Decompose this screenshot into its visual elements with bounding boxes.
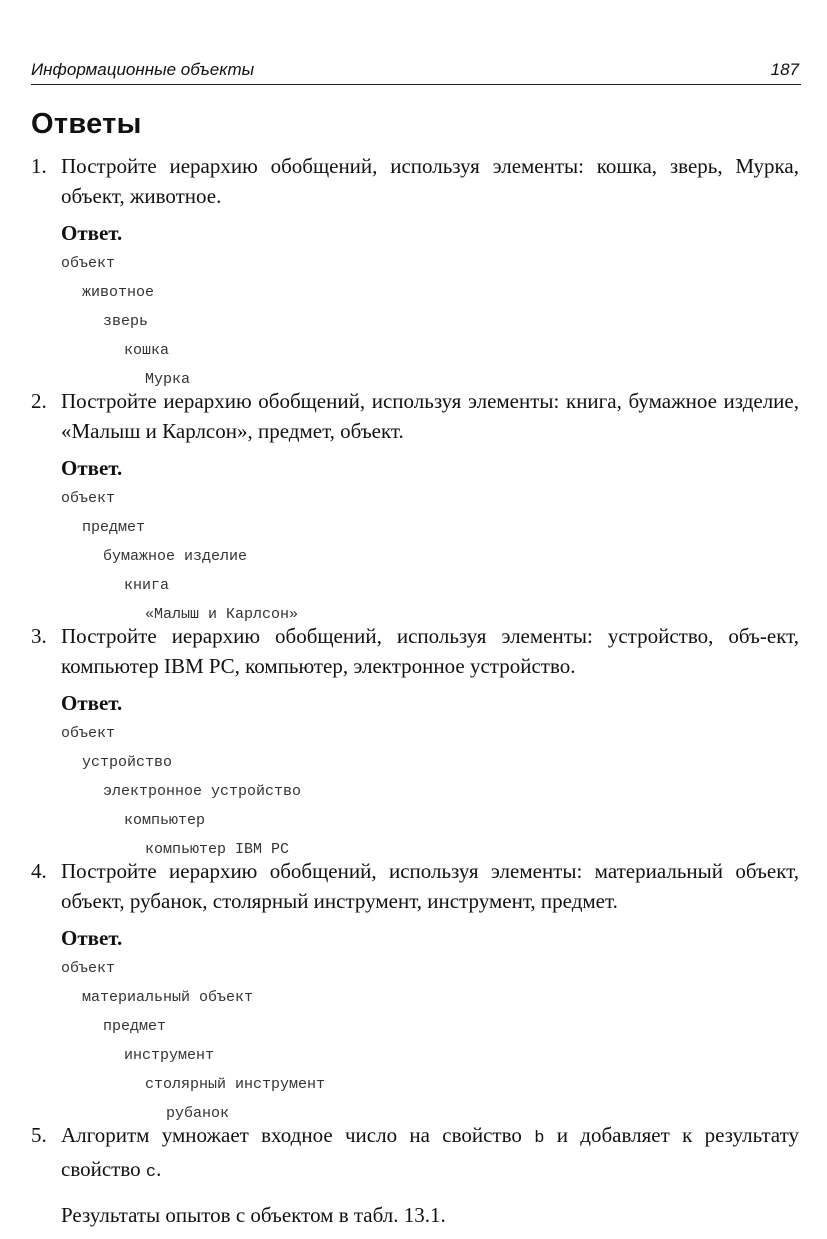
code-property-b: b (534, 1129, 545, 1148)
running-header (31, 58, 801, 85)
question-body: Постройте иерархию обобщений, используя элементы: материальный объект, объект, рубанок, столярный инструмент, инструмент, предмет. (61, 859, 799, 913)
question-body (61, 1120, 799, 1188)
hierarchy-level-4: Мурка (145, 371, 191, 388)
question-text (31, 856, 799, 916)
text-segment: Алгоритм умножает входное число на свойство (61, 1123, 535, 1147)
question-text (31, 386, 799, 446)
hierarchy-level-4: «Малыш и Карлсон» (145, 606, 299, 623)
text-segment: и добавляет к результату свойство (61, 1123, 799, 1181)
hierarchy-level-2: электронное устройство (103, 783, 302, 800)
hierarchy-level-3: кошка (124, 342, 170, 359)
question-body: Постройте иерархию обобщений, используя элементы: кошка, зверь, Мурка, объект, животное. (61, 154, 799, 208)
hierarchy-level-1: устройство (82, 754, 173, 771)
question-2 (31, 386, 799, 629)
hierarchy-level-4: столярный инструмент (145, 1076, 326, 1093)
question-number: 2. (31, 389, 47, 413)
hierarchy-level-2: предмет (103, 1018, 167, 1035)
question-text (31, 1120, 799, 1188)
hierarchy-level-0: объект (61, 960, 116, 977)
code-property-c: c (145, 1163, 157, 1182)
question-body: Постройте иерархию обобщений, используя элементы: книга, бумажное изделие, «Малыш и Карлсон», предмет, объект. (61, 389, 799, 443)
answer-label: Ответ. (61, 456, 123, 480)
hierarchy-level-2: зверь (103, 313, 149, 330)
question-text (31, 621, 799, 681)
question-text (31, 151, 799, 211)
question-body: Постройте иерархию обобщений, используя элементы: устройство, объ-ект, компьютер IBM PC, компьютер, электронное устройство. (61, 624, 799, 678)
hierarchy-level-3: инструмент (124, 1047, 215, 1064)
question-number: 3. (31, 624, 47, 648)
question-number: 1. (31, 154, 47, 178)
text-segment: . (156, 1157, 162, 1181)
hierarchy-level-3: компьютер (124, 812, 206, 829)
answer-label: Ответ. (61, 221, 123, 245)
hierarchy-level-1: материальный объект (82, 989, 254, 1006)
question-1 (31, 151, 799, 394)
hierarchy-level-2: бумажное изделие (103, 548, 248, 565)
answer-label: Ответ. (61, 691, 123, 715)
hierarchy-level-1: животное (82, 284, 155, 301)
hierarchy-level-0: объект (61, 490, 116, 507)
section-heading: Ответы (31, 108, 142, 140)
hierarchy-level-5: рубанок (166, 1105, 230, 1122)
hierarchy-level-4: компьютер IBM PC (145, 841, 290, 858)
hierarchy-level-0: объект (61, 255, 116, 272)
answer-label: Ответ. (61, 926, 123, 950)
hierarchy-level-1: предмет (82, 519, 146, 536)
question-number: 5. (31, 1123, 47, 1147)
question-3 (31, 621, 799, 864)
hierarchy-level-0: объект (61, 725, 116, 742)
hierarchy-level-3: книга (124, 577, 170, 594)
question-5 (31, 1120, 799, 1230)
question-4 (31, 856, 799, 1128)
page-number: 187 (770, 60, 799, 79)
followup-paragraph: Результаты опытов с объектом в табл. 13.1. (61, 1203, 446, 1227)
chapter-title: Информационные объекты (31, 60, 255, 79)
question-number: 4. (31, 859, 47, 883)
